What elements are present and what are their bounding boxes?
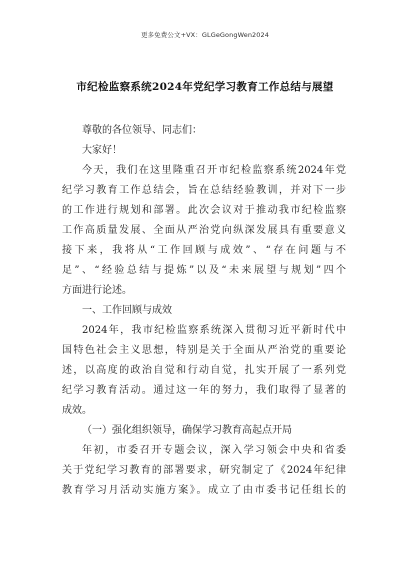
- paragraph-line: 纪学习教育活动。通过这一年的努力，我们取得了显著的: [62, 385, 346, 396]
- paragraph-line: 国特色社会主义思想，特别是关于全面从严治党的重要论: [62, 345, 346, 356]
- subsection-heading: （一）强化组织领导，确保学习教育高起点开局: [82, 425, 292, 436]
- paragraph-line: 的工作进行规划和部署。此次会议对于推动我市纪检监察: [62, 205, 346, 216]
- paragraph-line: 纪学习教育工作总结会，旨在总结经验教训，并对下一步: [62, 185, 346, 196]
- salutation: 尊敬的各位领导、同志们：: [82, 125, 202, 136]
- paragraph-line: 关于党纪学习教育的部署要求，研究制定了《2024年纪律: [62, 465, 346, 476]
- header-note: 更多免费公文+VX：GLGeGongWen2024: [140, 31, 269, 39]
- paragraph-line: 今天，我们在这里隆重召开市纪检监察系统2024年党: [82, 165, 346, 176]
- paragraph-line: 接下来，我将从“工作回顾与成效”、“存在问题与不: [62, 245, 346, 256]
- paragraph-line: 成效。: [62, 405, 92, 416]
- document-title: 市纪检监察系统2024年党纪学习教育工作总结与展望: [76, 81, 334, 93]
- paragraph-line: 2024年，我市纪检监察系统深入贯彻习近平新时代中: [82, 325, 346, 336]
- greeting: 大家好！: [82, 145, 122, 156]
- paragraph-line: 述，以高度的政治自觉和行动自觉，扎实开展了一系列党: [62, 365, 346, 376]
- paragraph-line: 方面进行论述。: [62, 285, 132, 296]
- paragraph-line: 教育学习月活动实施方案》。成立了由市委书记任组长的: [62, 485, 346, 496]
- paragraph-line: 工作高质量发展、全面从严治党向纵深发展具有重要意义: [62, 225, 346, 236]
- document-body: [62, 121, 346, 501]
- paragraph-line: 年初，市委召开专题会议，深入学习领会中央和省委: [82, 445, 346, 456]
- paragraph-line: 足”、“经验总结与提炼”以及“未来展望与规划”四个: [62, 265, 346, 276]
- section-heading: 一、工作回顾与成效: [82, 305, 172, 316]
